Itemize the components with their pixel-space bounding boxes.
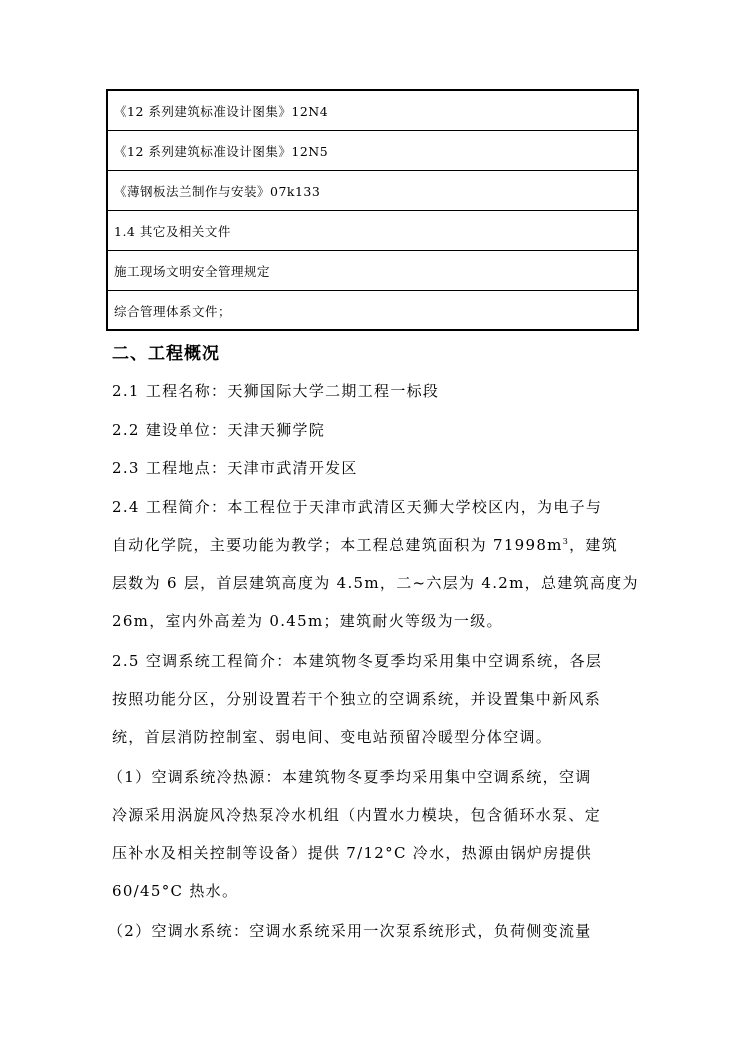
hvac-intro (112, 642, 632, 756)
source-line: （1）空调系统冷热源：本建筑物冬夏季均采用集中空调系统，空调 (108, 768, 592, 786)
intro-line-text: 自动化学院，主要功能为教学；本工程总建筑面积为 71998m (112, 536, 563, 554)
cooling-heating-source (108, 758, 628, 910)
reference-row: 《薄钢板法兰制作与安装》07k133 (108, 171, 637, 211)
project-location (112, 449, 632, 487)
reference-row: 综合管理体系文件； (114, 304, 232, 319)
source-line: 60/45°C 热水。 (112, 882, 239, 900)
project-name (112, 372, 632, 410)
reference-row: 《12 系列建筑标准设计图集》12N5 (108, 131, 637, 171)
hvac-line: 统，首层消防控制室、弱电间、变电站预留冷暖型分体空调。 (112, 728, 553, 746)
source-line: 冷源采用涡旋风冷热泵冷水机组（内置水力模块，包含循环水泵、定 (112, 806, 602, 824)
reference-table (106, 89, 639, 331)
project-location-line: 2.3 工程地点：天津市武清开发区 (112, 459, 358, 477)
water-line: （2）空调水系统：空调水系统采用一次泵系统形式，负荷侧变流量 (108, 922, 592, 940)
intro-line: 层数为 6 层，首层建筑高度为 4.5m，二~六层为 4.2m，总建筑高度为 (112, 574, 639, 592)
reference-row: 《12 系列建筑标准设计图集》12N4 (108, 91, 637, 131)
reference-row: 1.4 其它及相关文件 (108, 211, 637, 251)
source-line: 压补水及相关控制等设备）提供 7/12°C 冷水，热源由锅炉房提供 (112, 844, 593, 862)
intro-line: 26m，室内外高差为 0.45m；建筑耐火等级为一级。 (112, 612, 503, 630)
project-intro (112, 488, 639, 640)
reference-row: 施工现场文明安全管理规定 (108, 251, 637, 291)
construction-unit-line: 2.2 建设单位：天津天狮学院 (112, 421, 326, 439)
water-system (108, 912, 628, 950)
hvac-line: 2.5 空调系统工程简介：本建筑物冬夏季均采用集中空调系统，各层 (112, 652, 603, 670)
section-title: 二、工程概况 (112, 344, 220, 364)
area-unit-superscript: 3 (562, 537, 570, 546)
intro-line: 2.4 工程简介：本工程位于天津市武清区天狮大学校区内，为电子与 (112, 498, 603, 516)
intro-line-text: ，建筑 (569, 536, 619, 554)
intro-line (112, 526, 632, 564)
construction-unit (112, 411, 632, 449)
hvac-line: 按照功能分区，分别设置若干个独立的空调系统，并设置集中新风系 (112, 690, 602, 708)
project-name-line: 2.1 工程名称：天狮国际大学二期工程一标段 (112, 382, 440, 400)
